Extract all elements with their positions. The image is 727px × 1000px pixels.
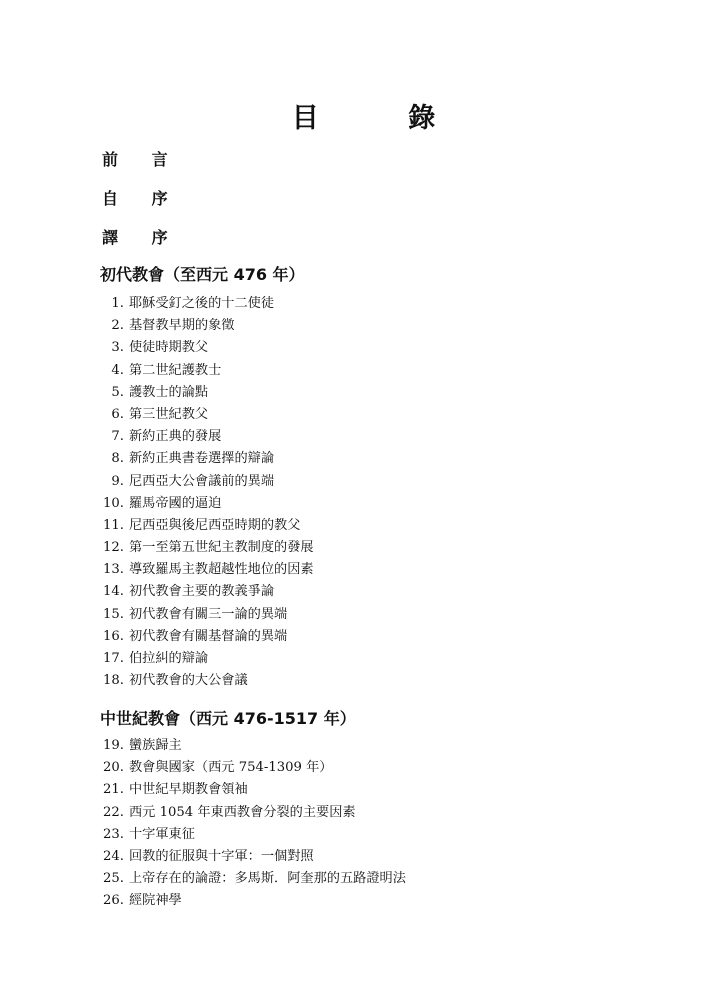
toc-item-number: 26. <box>103 893 124 909</box>
toc-item-title: 新約正典書卷選擇的辯論 <box>129 451 275 467</box>
toc-item[interactable] <box>100 735 600 757</box>
toc-item[interactable] <box>100 559 600 581</box>
toc-item-title: 護教士的論點 <box>129 384 209 400</box>
toc-item[interactable] <box>100 337 600 359</box>
toc-item-title: 中世紀早期教會領袖 <box>129 782 248 798</box>
front-matter-translator-preface[interactable]: 譯 序 <box>102 228 182 247</box>
toc-item[interactable] <box>100 868 600 890</box>
toc-item[interactable] <box>100 426 600 448</box>
toc-item[interactable] <box>100 493 600 515</box>
toc-item[interactable] <box>100 604 600 626</box>
toc-item-number: 10. <box>103 495 124 511</box>
toc-item-number: 8. <box>111 451 124 467</box>
toc-item[interactable] <box>100 846 600 868</box>
toc-item-number: 3. <box>111 340 124 356</box>
toc-item-title: 第三世紀教父 <box>129 406 209 422</box>
toc-item-title: 基督教早期的象徵 <box>129 318 235 334</box>
toc-item-title: 第一至第五世紀主教制度的發展 <box>129 540 314 556</box>
front-matter-preface[interactable]: 前 言 <box>102 150 182 169</box>
toc-item-title: 初代教會有關基督論的異端 <box>129 628 288 644</box>
toc-item[interactable] <box>100 779 600 801</box>
toc-item-title: 十字軍東征 <box>129 826 195 842</box>
toc-item-title: 回教的征服與十字軍：一個對照 <box>129 848 314 864</box>
toc-item-number: 6. <box>111 406 124 422</box>
toc-item-title: 新約正典的發展 <box>129 429 222 445</box>
toc-item[interactable] <box>100 382 600 404</box>
toc-item-number: 15. <box>103 606 124 622</box>
front-matter-author-preface[interactable]: 自 序 <box>102 189 182 208</box>
toc-item[interactable] <box>100 626 600 648</box>
toc-item[interactable] <box>100 824 600 846</box>
toc-item-number: 5. <box>111 384 124 400</box>
section-heading-early-church[interactable]: 初代教會（至西元 476 年） <box>100 265 305 284</box>
toc-item[interactable] <box>100 360 600 382</box>
toc-item-title: 使徒時期教父 <box>129 340 209 356</box>
toc-item[interactable] <box>100 890 600 912</box>
toc-item-title: 第二世紀護教士 <box>129 362 222 378</box>
toc-item[interactable] <box>100 581 600 603</box>
toc-item[interactable] <box>100 293 600 315</box>
toc-item-title: 西元 1054 年東西教會分裂的主要因素 <box>129 804 356 820</box>
toc-item-title: 尼西亞與後尼西亞時期的教父 <box>129 517 301 533</box>
toc-item-number: 25. <box>103 871 124 887</box>
toc-item-number: 1. <box>111 296 124 311</box>
toc-item-title: 上帝存在的論證：多馬斯．阿奎那的五路證明法 <box>129 871 406 887</box>
toc-item[interactable] <box>100 404 600 426</box>
toc-item-number: 18. <box>103 673 124 689</box>
toc-item-number: 14. <box>103 584 124 600</box>
toc-item-number: 21. <box>103 782 124 798</box>
toc-item-number: 17. <box>103 651 124 666</box>
toc-item-title: 導致羅馬主教超越性地位的因素 <box>129 562 314 578</box>
toc-item-number: 22. <box>103 804 124 820</box>
toc-item-number: 4. <box>111 362 124 378</box>
toc-item[interactable] <box>100 537 600 559</box>
toc-item-title: 經院神學 <box>129 893 182 909</box>
toc-item-title: 羅馬帝國的逼迫 <box>129 495 222 511</box>
toc-item-number: 23. <box>103 826 124 842</box>
toc-item-title: 初代教會有關三一論的異端 <box>129 606 288 622</box>
toc-item-title: 教會與國家（西元 754-1309 年） <box>129 760 333 776</box>
page-title: 目 錄 <box>291 103 476 134</box>
toc-list-early-church <box>100 293 600 692</box>
toc-item-title: 伯拉糾的辯論 <box>129 651 209 666</box>
toc-list-medieval-church <box>100 735 600 913</box>
toc-item-number: 13. <box>103 562 124 578</box>
toc-item[interactable] <box>100 471 600 493</box>
section-heading-medieval-church[interactable]: 中世紀教會（西元 476-1517 年） <box>100 709 356 728</box>
toc-item[interactable] <box>100 670 600 692</box>
toc-item[interactable] <box>100 648 600 670</box>
toc-item-title: 初代教會的大公會議 <box>129 673 248 689</box>
toc-item-number: 19. <box>103 738 124 753</box>
toc-item-title: 耶穌受釘之後的十二使徒 <box>129 296 275 311</box>
toc-item-title: 尼西亞大公會議前的異端 <box>129 473 275 489</box>
toc-item-number: 7. <box>111 429 124 445</box>
toc-item-number: 12. <box>103 540 124 556</box>
toc-item-number: 24. <box>103 848 124 864</box>
toc-item[interactable] <box>100 448 600 470</box>
toc-item[interactable] <box>100 757 600 779</box>
toc-item[interactable] <box>100 802 600 824</box>
toc-item-number: 2. <box>111 318 124 334</box>
toc-item-title: 蠻族歸主 <box>129 738 182 753</box>
toc-item[interactable] <box>100 315 600 337</box>
toc-item-number: 9. <box>111 473 124 489</box>
toc-item-title: 初代教會主要的教義爭論 <box>129 584 275 600</box>
toc-item-number: 20. <box>103 760 124 776</box>
toc-item-number: 11. <box>103 517 124 533</box>
toc-item-number: 16. <box>103 628 124 644</box>
toc-item[interactable] <box>100 515 600 537</box>
